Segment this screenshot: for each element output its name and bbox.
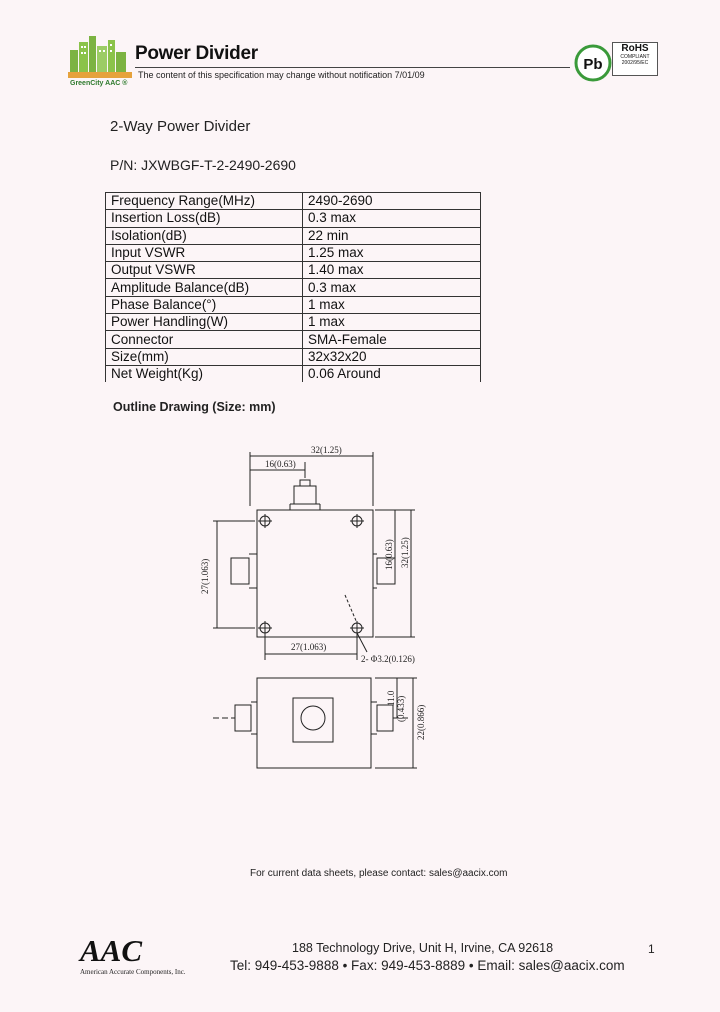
aac-logo-text: AAC: [80, 933, 143, 968]
spec-label: Isolation(dB): [106, 227, 303, 244]
table-row: [106, 279, 481, 296]
company-address: 188 Technology Drive, Unit H, Irvine, CA 92618: [292, 941, 554, 955]
spec-value: 1 max: [303, 314, 481, 331]
side-left-connector: [235, 705, 251, 731]
page-number: 1: [648, 942, 655, 956]
spec-value: SMA-Female: [303, 331, 481, 348]
table-row: [106, 262, 481, 279]
outline-drawing: [195, 440, 455, 780]
spec-value: 1.25 max: [303, 244, 481, 261]
spec-value: 0.3 max: [303, 210, 481, 227]
spec-label: Amplitude Balance(dB): [106, 279, 303, 296]
table-row: [106, 296, 481, 313]
dim-side-total: 22(0.866): [416, 704, 426, 740]
spec-label: Frequency Range(MHz): [106, 193, 303, 210]
company-contact-line: Tel: 949-453-9888 • Fax: 949-453-8889 • Email: sales@aacix.com: [230, 958, 625, 973]
dim-side-a: 11.0: [386, 690, 396, 706]
mounting-holes: [258, 514, 364, 635]
table-row: [106, 193, 481, 210]
rohs-line2: 2002/95/EC: [621, 60, 649, 66]
company-name: American Accurate Components, Inc.: [80, 968, 186, 976]
contact-note: For current data sheets, please contact: sales@aacix.com: [250, 868, 508, 879]
lead-free-icon: [574, 44, 612, 82]
table-row: [106, 210, 481, 227]
part-number: P/N: JXWBGF-T-2-2490-2690: [110, 157, 296, 173]
spec-notice: The content of this specification may change without notification 7/01/09: [138, 70, 425, 80]
rohs-badge: [612, 42, 658, 76]
spec-label: Size(mm): [106, 348, 303, 365]
spec-label: Power Handling(W): [106, 314, 303, 331]
side-right-connector: [377, 705, 393, 731]
dim-holes: 2- Φ3.2(0.126): [361, 654, 415, 664]
top-view-body: [257, 510, 373, 637]
top-connector: [294, 486, 316, 504]
table-row: [106, 244, 481, 261]
dim-right-half: 16(0.63): [384, 539, 394, 570]
spec-value: 2490-2690: [303, 193, 481, 210]
spec-label: Output VSWR: [106, 262, 303, 279]
spec-label: Phase Balance(°): [106, 296, 303, 313]
rohs-title: RoHS: [621, 43, 649, 54]
dim-top-half: 16(0.63): [265, 459, 296, 469]
outline-heading: Outline Drawing (Size: mm): [113, 400, 276, 414]
table-row: [106, 348, 481, 365]
spec-label: Input VSWR: [106, 244, 303, 261]
dim-top-total: 32(1.25): [311, 445, 342, 455]
header-divider: [135, 67, 570, 68]
spec-label: Net Weight(Kg): [106, 365, 303, 382]
aac-logo: [78, 933, 188, 973]
spec-value: 1.40 max: [303, 262, 481, 279]
spec-label: Connector: [106, 331, 303, 348]
dim-left: 27(1.063): [200, 558, 210, 594]
dim-right-total: 32(1.25): [400, 537, 410, 568]
logo-text: GreenCity AAC ®: [70, 80, 128, 87]
side-view-body: [257, 678, 371, 768]
spec-value: 0.3 max: [303, 279, 481, 296]
table-row: [106, 227, 481, 244]
rohs-line1: COMPLIANT: [620, 54, 650, 60]
page-title: Power Divider: [135, 43, 258, 64]
left-connector: [231, 558, 249, 584]
dim-bottom: 27(1.063): [291, 642, 327, 652]
spec-label: Insertion Loss(dB): [106, 210, 303, 227]
product-heading: 2-Way Power Divider: [110, 118, 251, 135]
spec-value: 32x32x20: [303, 348, 481, 365]
spec-table: [105, 192, 481, 382]
table-row: [106, 365, 481, 382]
dim-side-b: (0.433): [396, 695, 406, 722]
pb-text: Pb: [583, 56, 603, 73]
spec-value: 0.06 Around: [303, 365, 481, 382]
side-view-port: [293, 698, 333, 742]
spec-value: 1 max: [303, 296, 481, 313]
spec-value: 22 min: [303, 227, 481, 244]
table-row: [106, 331, 481, 348]
table-row: [106, 314, 481, 331]
